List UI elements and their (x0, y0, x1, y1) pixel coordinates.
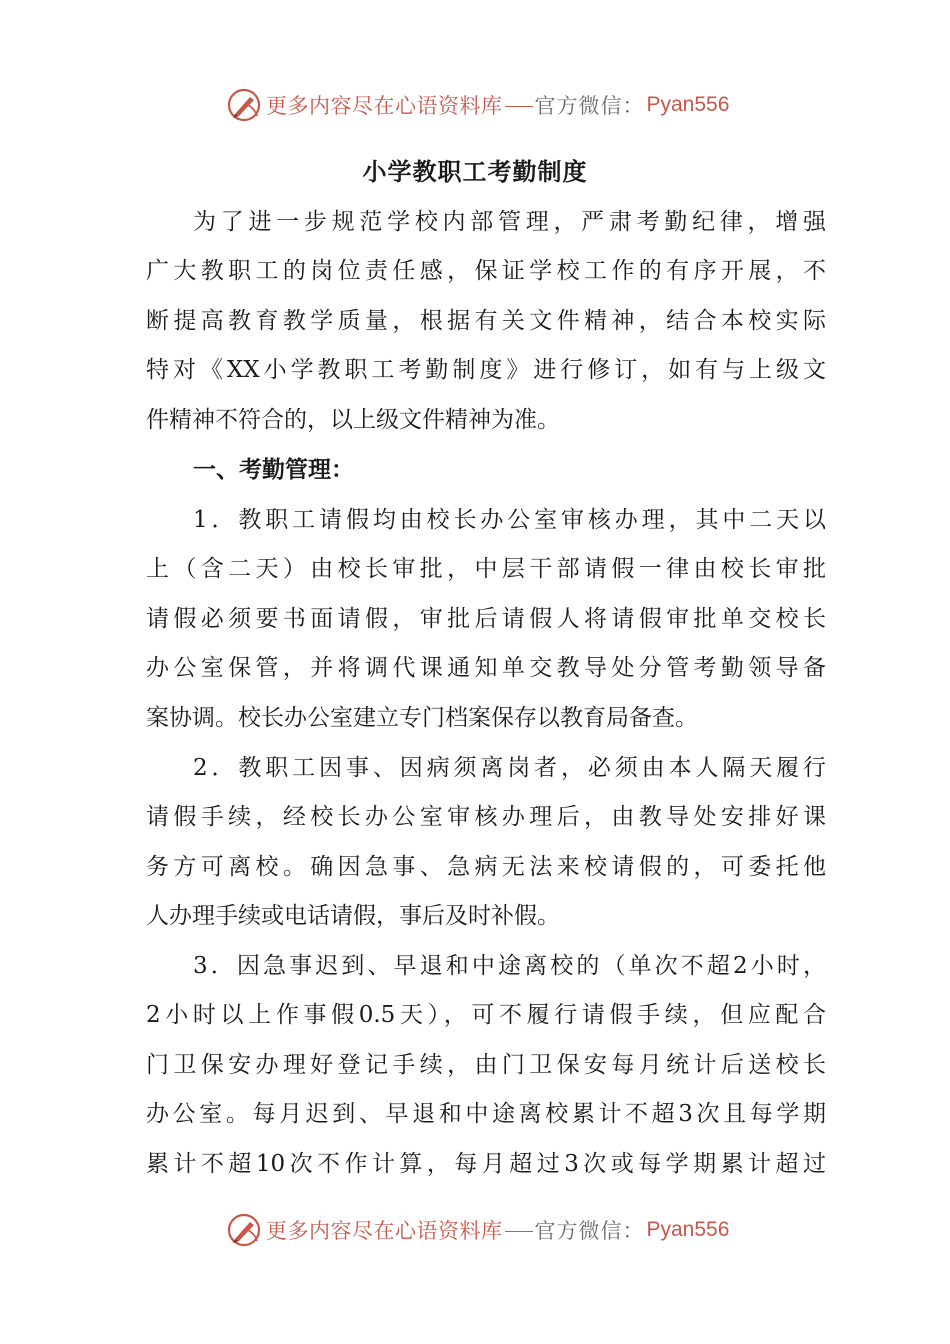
item1-line: 请假必须要书面请假，审批后请假人将请假审批单交校长 (146, 606, 826, 632)
item2-line: 请假手续，经校长办公室审核办理后，由教导处安排好课 (146, 804, 826, 830)
intro-line: 件精神不符合的，以上级文件精神为准。 (146, 407, 560, 433)
item2-line: 2．教职工因事、因病须离岗者，必须由本人隔天履行 (193, 755, 826, 781)
intro-line: 特对《XX小学教职工考勤制度》进行修订，如有与上级文 (146, 357, 826, 383)
intro-line: 断提高教育教学质量，根据有关文件精神，结合本校实际 (146, 308, 826, 334)
banner-divider (505, 1231, 533, 1232)
item3-line: 累计不超10次不作计算，每月超过3次或每学期累计超过 (146, 1151, 826, 1177)
item1-line: 上（含二天）由校长审批，中层干部请假一律由校长审批 (146, 556, 826, 582)
banner-text: 更多内容尽在心语资料库 (266, 94, 503, 118)
section-heading: 一、考勤管理： (193, 456, 354, 483)
item3-line: 2小时以上作事假0.5天），可不履行请假手续，但应配合 (146, 1002, 826, 1028)
item3-line: 3．因急事迟到、早退和中途离校的（单次不超2小时， (193, 953, 826, 979)
item3-line: 门卫保安办理好登记手续，由门卫保安每月统计后送校长 (146, 1052, 826, 1078)
banner-wechat-id: Pyan556 (646, 93, 730, 116)
item1-line: 办公室保管，并将调代课通知单交教导处分管考勤领导备 (146, 655, 826, 681)
pen-logo-icon (226, 1212, 262, 1248)
item3-line: 办公室。每月迟到、早退和中途离校累计不超3次且每学期 (146, 1101, 826, 1127)
banner-wechat-label: 官方微信： (534, 1219, 645, 1243)
header-banner (226, 85, 729, 125)
banner-wechat-id: Pyan556 (646, 1218, 730, 1241)
document-title: 小学教职工考勤制度 (362, 157, 588, 186)
intro-line: 为了进一步规范学校内部管理，严肃考勤纪律，增强 (193, 209, 826, 235)
item2-line: 人办理手续或电话请假，事后及时补假。 (146, 903, 560, 929)
item1-line: 案协调。校长办公室建立专门档案保存以教育局备查。 (146, 705, 698, 731)
item2-line: 务方可离校。确因急事、急病无法来校请假的，可委托他 (146, 854, 826, 880)
banner-wechat-label: 官方微信： (534, 94, 645, 118)
banner-divider (505, 106, 533, 107)
footer-banner (226, 1210, 729, 1250)
intro-line: 广大教职工的岗位责任感，保证学校工作的有序开展，不 (146, 258, 826, 284)
banner-text: 更多内容尽在心语资料库 (266, 1219, 503, 1243)
item1-line: 1．教职工请假均由校长办公室审核办理，其中二天以 (193, 507, 826, 533)
pen-logo-icon (226, 87, 262, 123)
